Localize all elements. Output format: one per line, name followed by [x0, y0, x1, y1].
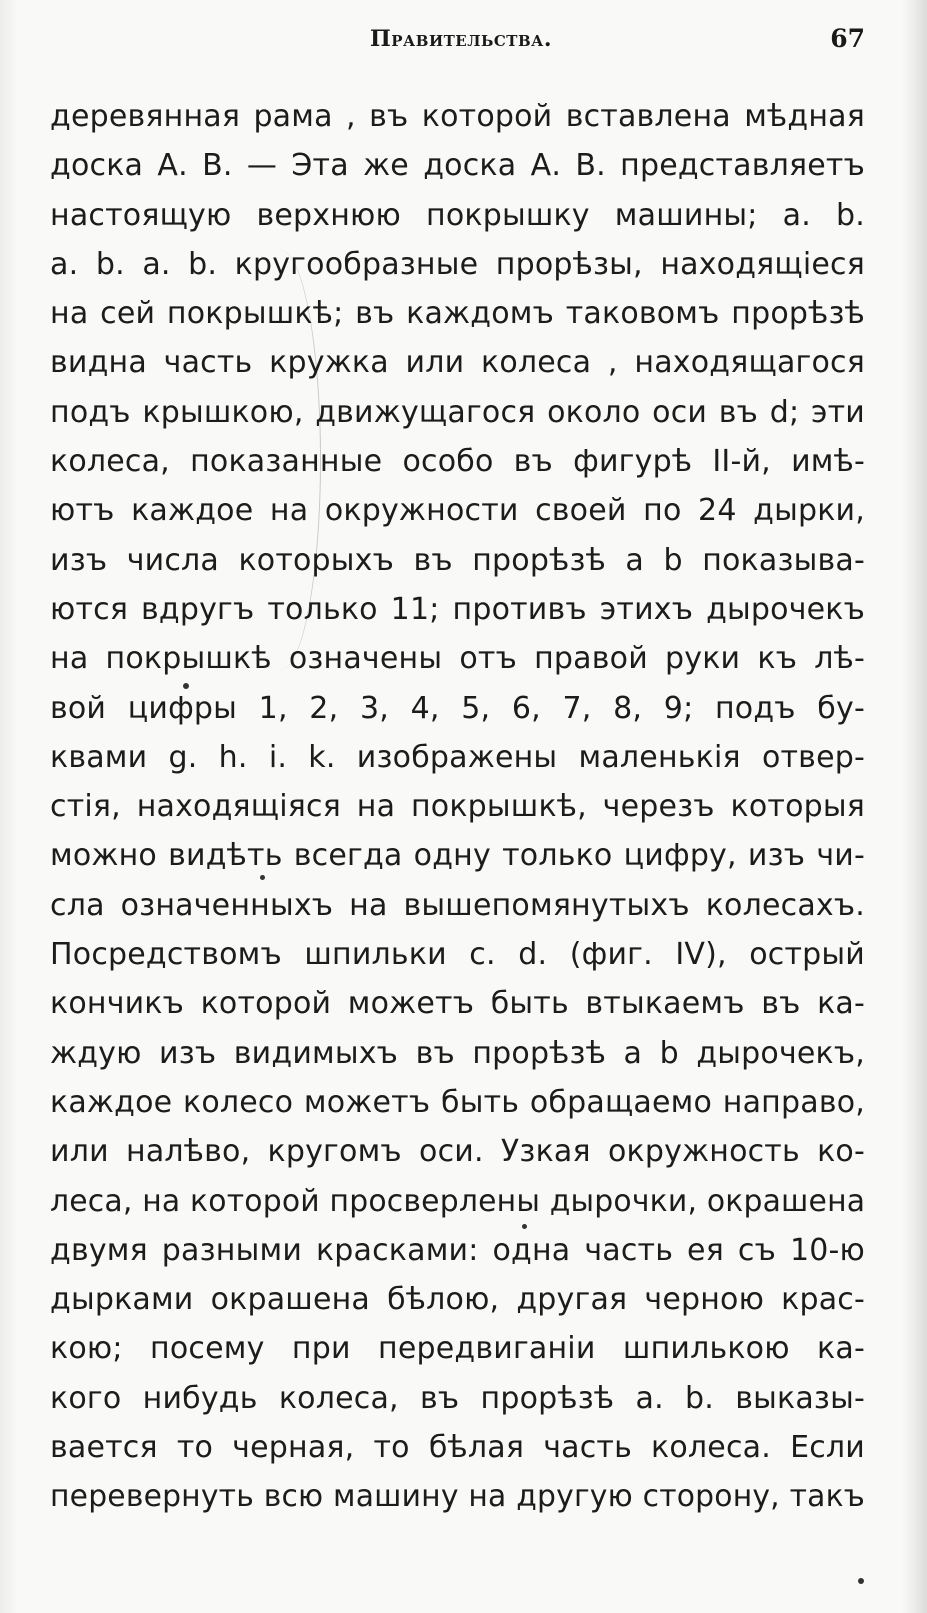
text-line: стія, находящіяся на покрышкѣ, черезъ которыя: [50, 789, 865, 825]
text-line: на покрышкѣ означены отъ правой руки къ лѣ-: [50, 641, 865, 677]
text-line: колеса, показанные особо въ фигурѣ II-й, имѣ-: [50, 444, 865, 480]
text-line: или налѣво, кругомъ оси. Узкая окружность ко-: [50, 1134, 865, 1170]
body-text: [50, 92, 865, 1522]
text-line: вой цифры 1, 2, 3, 4, 5, 6, 7, 8, 9; подъ бу-: [50, 690, 865, 726]
text-line: деревянная рама , въ которой вставлена мѣдная: [50, 99, 865, 134]
text-line: на сей покрышкѣ; въ каждомъ таковомъ прорѣзѣ: [50, 296, 865, 332]
text-line: настоящую верхнюю покрышку машины; а. b.: [50, 197, 865, 233]
running-title: Правительства.: [370, 26, 553, 52]
page-header: [50, 22, 865, 62]
text-line: ютъ каждое на окружности своей по 24 дырки,: [50, 493, 865, 529]
binding-shadow: [0, 0, 18, 1613]
text-line: кою; посему при передвиганіи шпилькою ка-: [50, 1331, 865, 1367]
text-line: видна часть кружка или колеса , находящагося: [50, 345, 865, 381]
ink-speck: [858, 1578, 864, 1584]
text-line: сла означенныхъ на вышепомянутыхъ колесахъ.: [50, 887, 865, 923]
text-line: дырками окрашена бѣлою, другая черною крас-: [50, 1282, 865, 1318]
page-number: 67: [830, 24, 865, 53]
text-line: Посредствомъ шпильки с. d. (фиг. IV), острый: [50, 937, 865, 973]
text-line: подъ крышкою, движущагося около оси въ d; эти: [50, 394, 865, 430]
text-line: перевернуть всю машину на другую сторону, такъ: [50, 1479, 866, 1515]
text-line: ются вдругъ только 11; противъ этихъ дырочекъ: [50, 591, 865, 627]
text-line: доска А. В. — Эта же доска А. В. представляетъ: [50, 148, 865, 184]
text-line: изъ числа которыхъ въ прорѣзѣ а b показыва-: [50, 542, 865, 578]
text-line: каждое колесо можетъ быть обращаемо направо,: [50, 1084, 865, 1120]
text-line: вается то черная, то бѣлая часть колеса. Если: [50, 1430, 865, 1466]
page-edge-shadow: [901, 0, 927, 1613]
text-line: леса, на которой просверлены дырочки, окрашена: [50, 1183, 866, 1219]
text-line: квами g. h. i. k. изображены маленькія отвер-: [50, 739, 865, 775]
text-line: а. b. а. b. кругообразные прорѣзы, находящіеся: [50, 246, 865, 282]
text-line: двумя разными красками: одна часть ея съ 10-ю: [50, 1232, 865, 1268]
text-line: кого нибудь колеса, въ прорѣзѣ а. b. выказы-: [50, 1380, 865, 1416]
text-line: можно видѣть всегда одну только цифру, изъ чи-: [50, 838, 865, 874]
ink-speck: [183, 683, 189, 689]
text-line: кончикъ которой можетъ быть втыкаемъ въ ка-: [50, 986, 865, 1022]
ink-speck: [260, 875, 265, 880]
ink-speck: [522, 1224, 527, 1229]
text-line: ждую изъ видимыхъ въ прорѣзѣ а b дырочекъ,: [50, 1035, 865, 1071]
